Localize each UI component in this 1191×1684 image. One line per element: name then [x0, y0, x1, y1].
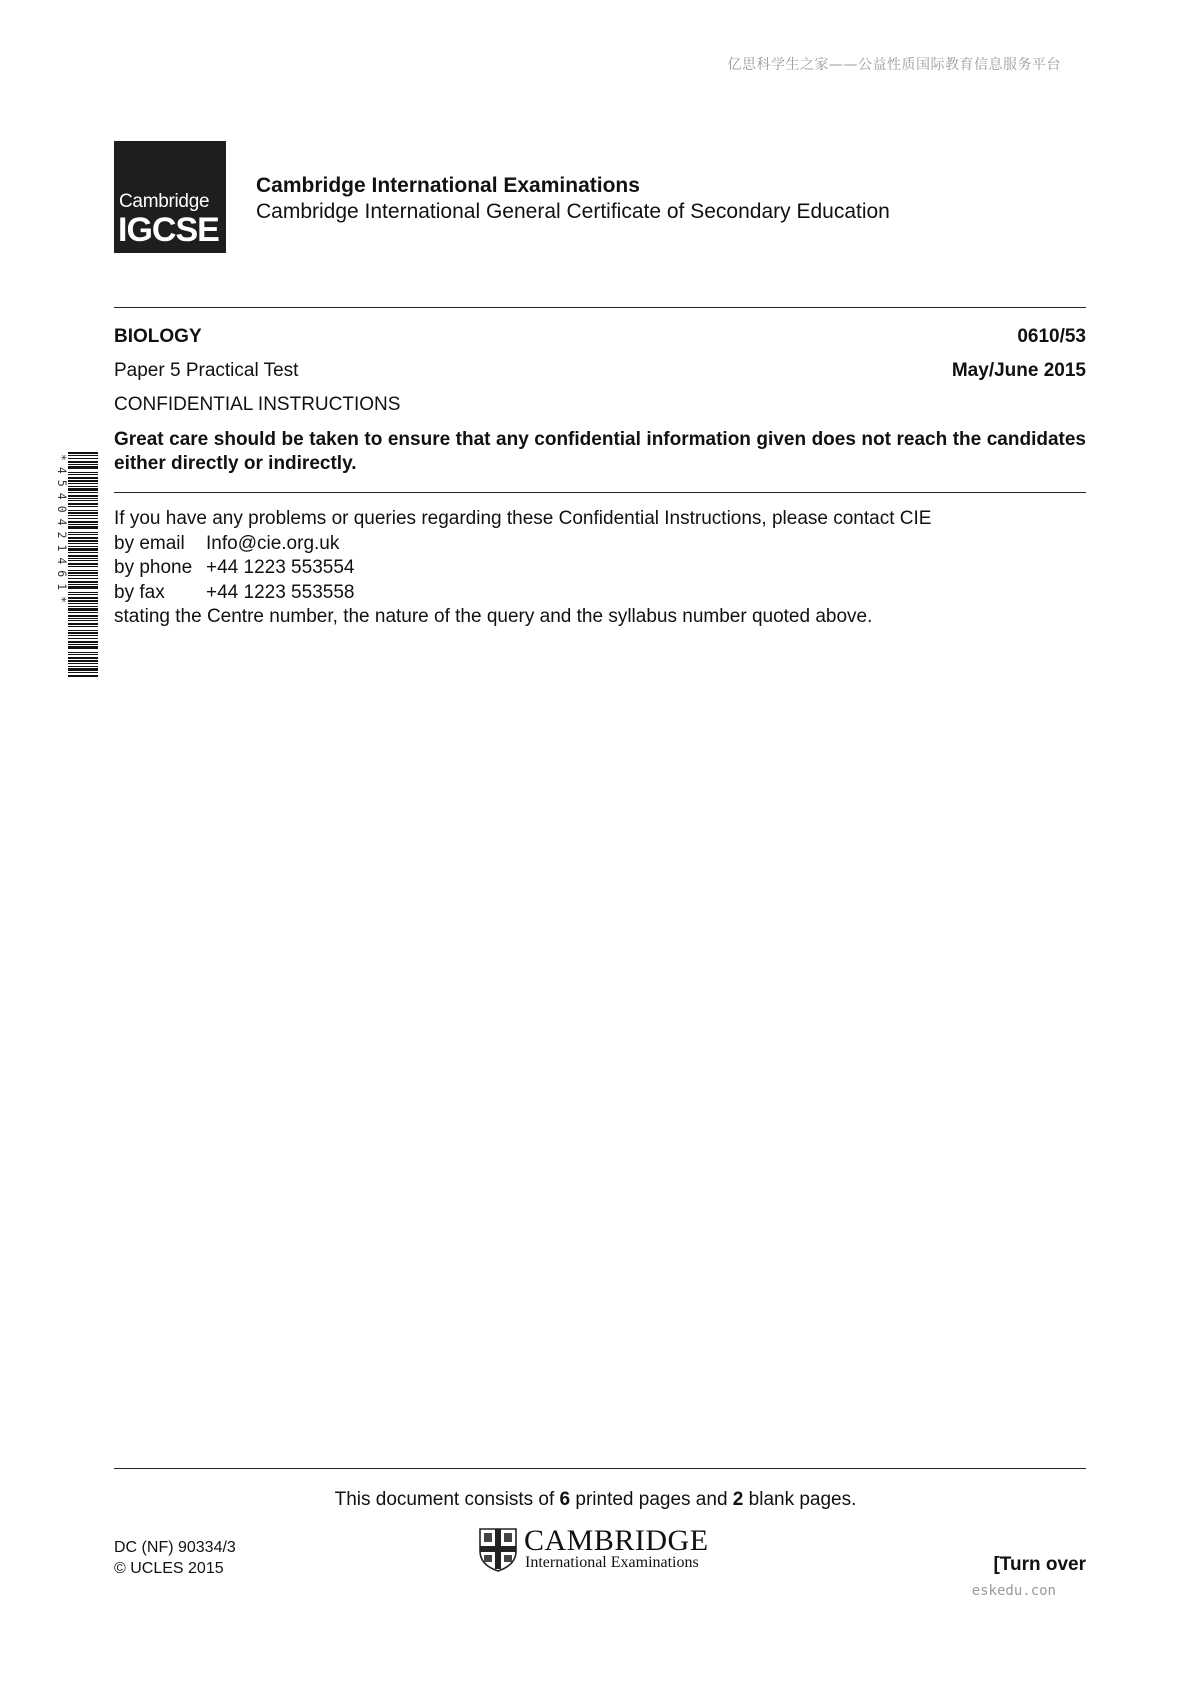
watermark-bottom: eskedu.con	[971, 1583, 1056, 1599]
barcode-bar	[68, 500, 98, 501]
barcode-bar	[68, 458, 98, 459]
contact-fax-row	[114, 581, 931, 606]
barcode-bar	[68, 506, 98, 507]
phone-value: +44 1223 553554	[206, 557, 355, 578]
confidential-warning: Great care should be taken to ensure that any confidential information given does not reach the candidates either directly or indirectly.	[114, 429, 1086, 474]
barcode-bar	[68, 452, 98, 454]
turn-over: [Turn over	[993, 1554, 1086, 1575]
barcode-bar	[68, 518, 98, 519]
barcode-bar	[68, 498, 98, 499]
barcode-bar	[68, 472, 98, 473]
barcode-bar	[68, 570, 98, 571]
barcode-bar	[68, 606, 98, 607]
email-label: by email	[114, 532, 185, 554]
paper-title: Paper 5 Practical Test	[114, 360, 299, 381]
barcode-bar	[68, 526, 98, 529]
barcode-bar	[68, 503, 98, 505]
qualification-title: Cambridge International General Certificate of Secondary Education	[256, 200, 890, 223]
barcode-bar	[68, 483, 98, 484]
exam-session: May/June 2015	[951, 360, 1086, 381]
barcode-bar	[68, 626, 98, 627]
contact-email-row	[114, 532, 931, 557]
doc-meta	[114, 1537, 236, 1579]
barcode-bar	[68, 566, 98, 567]
logo-big-text: IGCSE	[118, 211, 219, 249]
bottom-rule	[114, 1468, 1086, 1469]
barcode-bar	[68, 675, 98, 677]
barcode-bar	[68, 641, 98, 643]
barcode-bar	[68, 558, 98, 559]
subject: BIOLOGY	[114, 326, 202, 347]
contact-intro: If you have any problems or queries regarding these Confidential Instructions, please contact CIE	[114, 508, 932, 529]
barcode-bar	[68, 603, 98, 604]
barcode-bar	[68, 480, 98, 482]
note-middle: printed pages and	[570, 1489, 733, 1510]
barcode-bar	[68, 578, 98, 579]
barcode-bar	[68, 466, 98, 469]
note-suffix: blank pages.	[743, 1489, 857, 1510]
barcode-text: *4540421461*	[55, 454, 69, 610]
barcode-bar	[68, 657, 98, 659]
copyright: © UCLES 2015	[114, 1560, 224, 1577]
fax-label: by fax	[114, 581, 165, 603]
contact-closing: stating the Centre number, the nature of the query and the syllabus number quoted above.	[114, 606, 873, 627]
doc-code: DC (NF) 90334/3	[114, 1539, 236, 1556]
fax-value: +44 1223 553558	[206, 581, 355, 603]
barcode-bar	[68, 534, 98, 535]
barcode-bar	[68, 594, 98, 595]
barcode-bar	[68, 623, 98, 625]
igcse-logo	[114, 141, 226, 253]
barcode-bar	[68, 474, 98, 475]
barcode-bar	[68, 563, 98, 565]
cambridge-crest-icon	[478, 1527, 518, 1573]
org-title: Cambridge International Examinations	[256, 174, 640, 197]
barcode-bar	[68, 638, 98, 639]
cambridge-wordmark: CAMBRIDGE	[524, 1524, 709, 1557]
barcode-bar	[68, 612, 98, 613]
barcode-bar	[68, 477, 98, 479]
contact-block	[114, 507, 931, 630]
phone-label: by phone	[114, 557, 193, 578]
barcode-bar	[68, 510, 98, 511]
barcode-bar	[68, 455, 98, 456]
barcode-bar	[68, 672, 98, 673]
barcode-bar	[68, 608, 98, 611]
barcode-bar	[68, 486, 98, 487]
cambridge-subwordmark: International Examinations	[525, 1554, 699, 1571]
barcode-bar	[68, 597, 98, 599]
contact-phone-row	[114, 556, 931, 581]
watermark-top: 亿思科学生之家——公益性质国际教育信息服务平台	[727, 57, 1061, 73]
page-count-note	[0, 1489, 1191, 1511]
barcode-bar	[68, 581, 98, 583]
barcode-bar	[68, 572, 98, 574]
barcode-bar	[68, 644, 98, 645]
barcode-bar	[68, 537, 98, 539]
barcode-bar	[68, 652, 98, 653]
barcode-bar	[68, 552, 98, 553]
barcode-bar	[68, 660, 98, 662]
barcode-bar	[68, 488, 98, 491]
barcode-bar	[68, 646, 98, 649]
barcode-bar	[68, 543, 98, 544]
barcode-bar	[68, 630, 98, 631]
barcode-bar	[68, 492, 98, 493]
barcode-bar	[68, 546, 98, 547]
barcode-bar	[68, 555, 98, 557]
barcode-bar	[68, 540, 98, 542]
barcode-bar	[68, 668, 98, 671]
barcode-bar	[68, 615, 98, 617]
barcode-bar	[68, 632, 98, 634]
barcode-bar	[68, 635, 98, 636]
barcode-bar	[68, 524, 98, 525]
barcode-bar	[68, 618, 98, 619]
document-type: CONFIDENTIAL INSTRUCTIONS	[114, 394, 401, 415]
barcode-bar	[68, 666, 98, 667]
barcode-bar	[68, 560, 98, 561]
barcode-bar	[68, 654, 98, 655]
barcode-bar	[68, 461, 98, 463]
barcode-bar	[68, 512, 98, 514]
barcode-bar	[68, 663, 98, 664]
barcode-bar	[68, 548, 98, 551]
printed-pages-count: 6	[559, 1489, 571, 1510]
middle-rule	[114, 492, 1086, 493]
note-prefix: This document consists of	[334, 1489, 560, 1510]
barcode-bar	[68, 600, 98, 602]
barcode-bar	[68, 521, 98, 523]
syllabus-code: 0610/53	[1017, 326, 1086, 347]
barcode-bar	[68, 515, 98, 516]
blank-pages-count: 2	[732, 1489, 744, 1510]
barcode-bar	[68, 575, 98, 576]
barcode-bar	[68, 464, 98, 465]
barcode	[54, 450, 98, 680]
barcode-bar	[68, 495, 98, 497]
barcode-bar	[68, 532, 98, 533]
barcode-bar	[68, 586, 98, 589]
barcode-bar	[68, 620, 98, 621]
top-rule	[114, 307, 1086, 308]
logo-small-text: Cambridge	[119, 191, 210, 212]
barcode-bar	[68, 592, 98, 593]
email-value[interactable]: Info@cie.org.uk	[206, 532, 340, 554]
barcode-bar	[68, 584, 98, 585]
